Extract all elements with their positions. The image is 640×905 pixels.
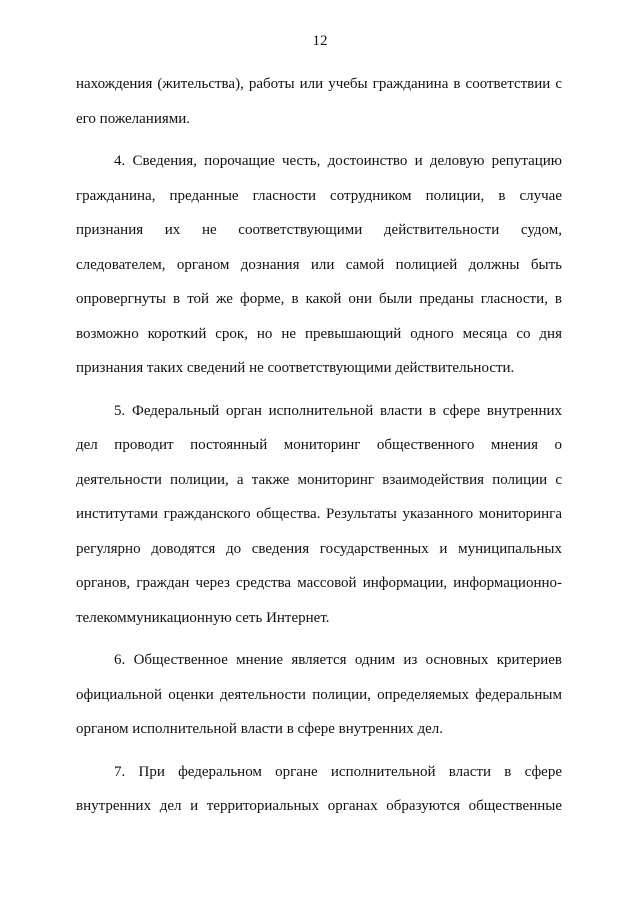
text-line: признания их не соответствующими действительности судом, <box>76 222 562 238</box>
text-line: органом исполнительной власти в сфере внутренних дел. <box>76 721 444 737</box>
text-line: внутренних дел и территориальных органах образуются общественные <box>76 798 562 814</box>
text-line: институтами гражданского общества. Результаты указанного мониторинга <box>76 506 562 522</box>
text-line: дел проводит постоянный мониторинг общественного мнения о <box>76 437 562 453</box>
text-line: официальной оценки деятельности полиции, определяемых федеральным <box>76 686 562 703</box>
paragraph-item-4 <box>76 144 562 386</box>
text-line: гражданина, преданные гласности сотрудником полиции, в случае <box>76 187 562 204</box>
text-line: регулярно доводятся до сведения государственных и муниципальных <box>76 540 562 557</box>
text-line: телекоммуникационную сеть Интернет. <box>76 609 330 626</box>
text-line: опровергнуты в той же форме, в какой они были преданы гласности, в <box>76 291 562 307</box>
text-line: его пожеланиями. <box>76 110 191 127</box>
text-line: 6. Общественное мнение является одним из основных критериев <box>114 652 562 668</box>
text-line: возможно короткий срок, но не превышающий одного месяца со дня <box>76 325 562 342</box>
text-line: признания таких сведений не соответствующими действительности. <box>76 360 515 376</box>
document-body <box>76 67 562 824</box>
text-line: органов, граждан через средства массовой информации, информационно- <box>76 575 562 591</box>
text-line: следователем, органом дознания или самой полицией должны быть <box>76 256 562 273</box>
paragraph-item-7 <box>76 755 562 824</box>
paragraph-continuation <box>76 67 562 136</box>
text-line: нахождения (жительства), работы или учебы гражданина в соответствии с <box>76 76 562 92</box>
text-line: 4. Сведения, порочащие честь, достоинство и деловую репутацию <box>114 153 562 169</box>
text-line: 7. При федеральном органе исполнительной власти в сфере <box>114 763 562 780</box>
text-line: деятельности полиции, а также мониторинг взаимодействия полиции с <box>76 471 562 488</box>
paragraph-item-5 <box>76 394 562 636</box>
page-number: 12 <box>312 33 328 49</box>
text-line: 5. Федеральный орган исполнительной власти в сфере внутренних <box>114 402 562 419</box>
paragraph-item-6 <box>76 643 562 747</box>
